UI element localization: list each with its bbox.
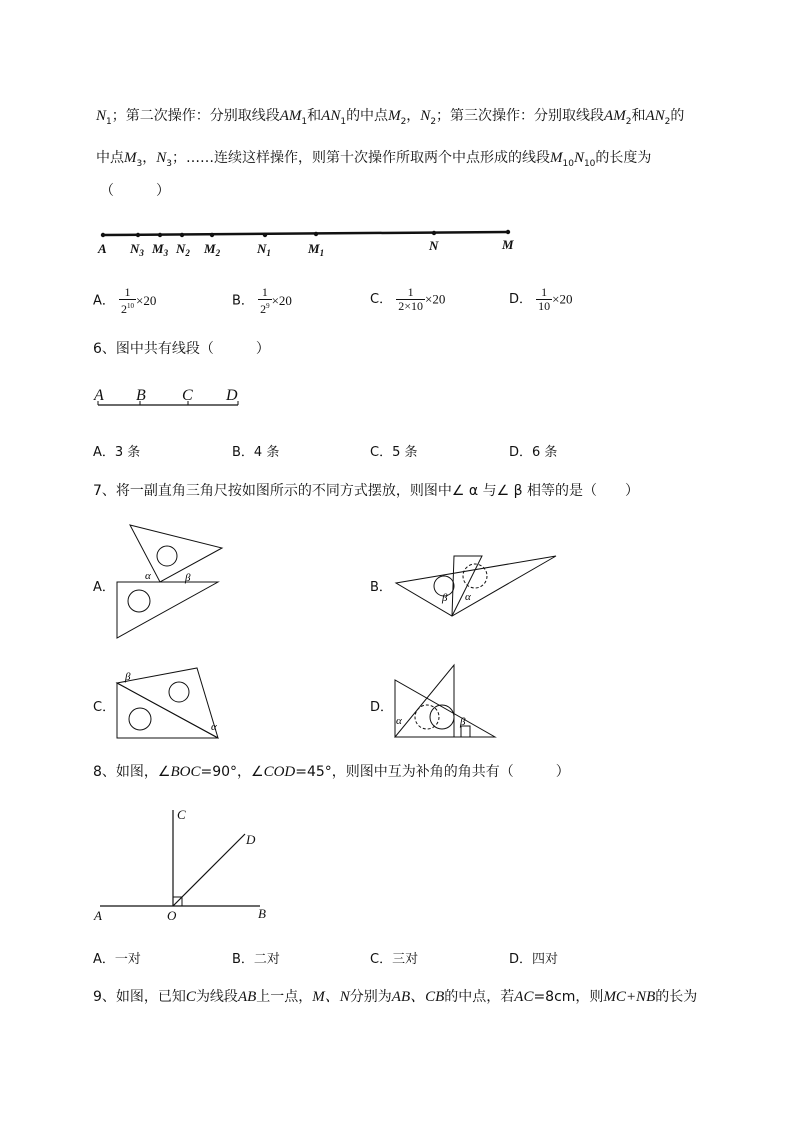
point-N: N	[429, 238, 439, 253]
q8-option-b[interactable]: B．二对	[232, 952, 280, 967]
point-M2: $M_2$	[204, 241, 221, 258]
q6-option-a[interactable]: A．3 条	[93, 445, 141, 460]
q5-text: 的中点	[346, 108, 389, 124]
q6-option-c[interactable]: C．5 条	[370, 445, 418, 460]
q5-text: ；第二次操作：分别取线段	[111, 108, 280, 124]
q9-stem: 9、如图，已知C为线段AB上一点，M、N分别为AB、CB的中点，若AC=8cm，则MC+NB的长为	[93, 989, 698, 1005]
q7-figure-c	[110, 660, 230, 745]
q5-segment-figure	[90, 222, 530, 262]
alpha-label: α	[211, 721, 217, 733]
q7-label-d[interactable]: D．	[370, 700, 394, 715]
q5-text: ；第三次操作：分别取线段	[436, 108, 605, 124]
q5-text: ；……连续这样操作，则第十次操作所取两个中点形成的线段	[171, 150, 550, 166]
q8-point-o: O	[167, 908, 177, 923]
q6-option-b[interactable]: B．4 条	[232, 445, 280, 460]
alpha-label: α	[396, 715, 402, 727]
q5-option-a[interactable]: A． $\frac{1}{2^{10}}$ ×20	[93, 285, 157, 316]
point-N1: $N_1$	[257, 241, 271, 258]
q8-point-b: B	[258, 906, 266, 921]
beta-label: β	[185, 572, 191, 584]
point-A: A	[98, 241, 107, 256]
point-M1: $M_1$	[308, 241, 325, 258]
beta-label: β	[125, 671, 131, 683]
q5-text: 的	[670, 108, 685, 124]
q8-point-c: C	[177, 807, 186, 822]
q6-option-d[interactable]: D．6 条	[509, 445, 558, 460]
q5-option-d[interactable]: D． $\frac{1}{10}$ ×20	[509, 285, 573, 313]
q7-stem: 7、将一副直角三角尺按如图所示的不同方式摆放，则图中∠ α 与∠ β 相等的是（ ）	[93, 483, 639, 499]
q8-option-a[interactable]: A．一对	[93, 952, 141, 967]
q6-figure	[90, 384, 250, 414]
q7-figure-b	[390, 548, 560, 618]
alpha-label: α	[145, 570, 151, 582]
q6-point-b: B	[136, 387, 146, 404]
point-N3: $N_3$	[130, 241, 144, 258]
q7-figure-d	[390, 660, 505, 745]
q8-point-a: A	[94, 908, 102, 923]
q8-option-d[interactable]: D．四对	[509, 952, 559, 967]
q7-label-b[interactable]: B．	[370, 580, 392, 595]
q7-label-c[interactable]: C．	[93, 700, 116, 715]
q8-option-c[interactable]: C．三对	[370, 952, 419, 967]
q8-figure	[90, 800, 280, 925]
q8-stem: 8、如图，∠BOC=90°，∠COD=45°，则图中互为补角的角共有（ ）	[93, 764, 570, 780]
q5-answer-paren: （ ）	[100, 183, 170, 199]
point-M: M	[502, 237, 514, 252]
q6-stem: 6、图中共有线段（ ）	[93, 341, 270, 357]
q7-label-a[interactable]: A．	[93, 580, 115, 595]
q5-line1: $N_1$；第二次操作：分别取线段$AM_1$和$AN_1$的中点$M_2$，$N_2$；第三次操作：分别取线段$AM_2$和$AN_2$的	[96, 108, 685, 127]
beta-label: β	[442, 592, 448, 604]
q6-point-d: D	[226, 387, 238, 404]
point-N2: $N_2$	[176, 241, 190, 258]
beta-label: β	[460, 716, 466, 728]
q6-point-a: A	[94, 387, 104, 404]
point-M3: $M_3$	[152, 241, 169, 258]
q6-point-c: C	[182, 387, 193, 404]
q5-text: 和	[307, 108, 322, 124]
q5-option-c[interactable]: C． $\frac{1}{2\times 10}$ ×20	[370, 285, 446, 313]
q5-text: 中点	[96, 150, 124, 166]
q8-point-d: D	[246, 832, 256, 847]
q5-text: 的长度为	[595, 150, 652, 166]
q5-text: 和	[631, 108, 646, 124]
alpha-label: α	[465, 591, 471, 603]
q7-figure-a	[110, 520, 230, 645]
q5-line2: 中点$M_3$，$N_3$；……连续这样操作，则第十次操作所取两个中点形成的线段$M_{10}N_{10}$的长度为	[96, 150, 652, 169]
q5-option-b[interactable]: B． $\frac{1}{2^9}$ ×20	[232, 285, 292, 316]
